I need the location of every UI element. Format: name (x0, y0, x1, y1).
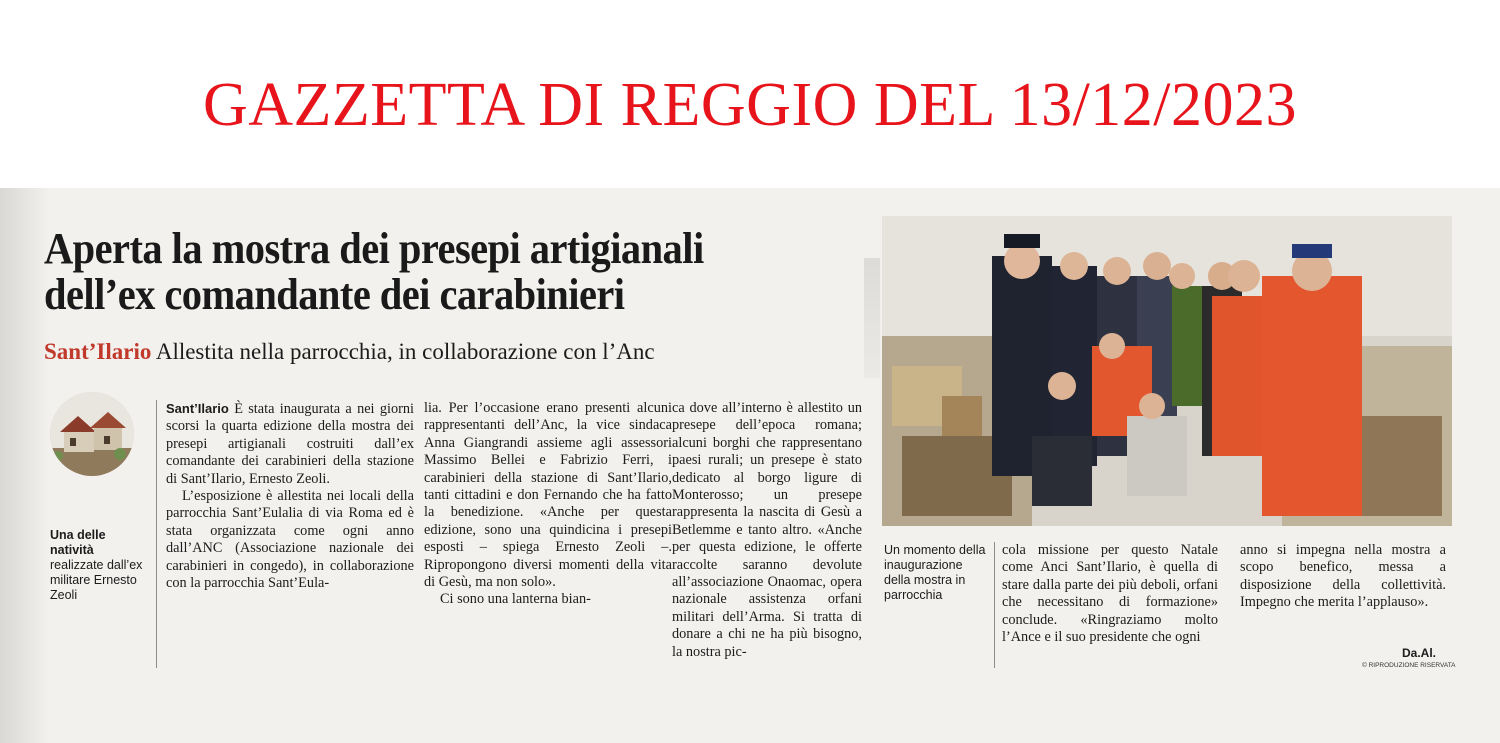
thumbnail-caption-text: realizzate dall’ex militare Ernesto Zeoli (50, 558, 143, 602)
dateline: Sant’Ilario (166, 401, 229, 416)
article-headline (44, 226, 798, 318)
photo-caption: Un momento della inaugurazione della mostra in parrocchia (884, 543, 986, 602)
article-column-2 (424, 400, 672, 609)
headline-line-2: dell’ex comandante dei carabinieri (44, 270, 625, 319)
headline-line-1: Aperta la mostra dei presepi artigianali (44, 224, 704, 273)
group-photo-image (882, 216, 1452, 526)
thumbnail-caption-bold: Una delle natività (50, 528, 106, 557)
article-column-5 (1240, 542, 1446, 612)
nativity-thumbnail (50, 392, 134, 476)
masthead-title: GAZZETTA DI REGGIO DEL 13/12/2023 (202, 71, 1298, 139)
column-2-paragraph-2: Ci sono una lanterna bian- (440, 591, 591, 608)
article-column-4 (1002, 542, 1218, 646)
subheadline-text: Allestita nella parrocchia, in collaborazione con l’Anc (155, 339, 655, 364)
author-byline: Da.Al. (1402, 646, 1437, 660)
thumbnail-caption (50, 528, 150, 603)
column-5-paragraph-1: anno si impegna nella mostra a scopo benefico, messa a disposizione della collettività. Impegno che merita l’applauso». (1240, 542, 1446, 611)
column-rule (994, 542, 995, 668)
column-1-paragraph-1: È stata inaugurata a nei giorni scorsi la quarta edizione della mostra dei presepi artigianali costruiti dall’ex comandante dei carabinieri della stazione di Sant’Ilario, Ernesto Zeoli. (166, 401, 415, 487)
event-photo (882, 216, 1452, 526)
copyright-notice: © RIPRODUZIONE RISERVATA (1362, 662, 1456, 669)
column-4-paragraph-1: cola missione per questo Natale come Anci Sant’Ilario, è quella di stare dalla parte dei più deboli, orfani che necessitano di formazione» conclude. «Ringraziamo molto l’Ance e il suo presidente che ogni (1002, 542, 1218, 646)
column-rule (156, 400, 157, 668)
article-column-3 (672, 400, 862, 661)
ghost-text-left (864, 258, 880, 378)
column-1-paragraph-2: L’esposizione è allestita nei locali della parrocchia Sant’Eulalia di via Roma ed è stata organizzata come ogni anno dall’ANC (Associazione nazionale dei carabinieri in congedo), in collaborazione con la parrocchia Sant’Eula- (166, 488, 414, 592)
article-subheadline (44, 338, 864, 366)
kicker-location: Sant’Ilario (44, 339, 152, 364)
article-column-1 (166, 400, 414, 592)
column-3-paragraph-1: ca dove all’interno è allestito un presepe dell’epoca romana; alcuni borghi che rappresentano paesi rurali; un presepe è stato dedicato al borgo ligure di Monterosso; un presepe rappresenta la nascita di Gesù a Betlemme e tanto altro. «Anche per questa edizione, le offerte raccolte saranno devolute all’associazione Onaomac, opera nazionale assistenza orfani militari dell’Arma. Si tratta di donare a chi ne ha più bisogno, la nostra pic- (672, 400, 862, 660)
page-shadow (0, 188, 50, 743)
nativity-image (50, 392, 134, 476)
column-2-paragraph-1: lia. Per l’occasione erano presenti alcuni rappresentanti dell’Anc, la vice sindaca Anna Giangrandi assieme agli assessori Massimo Bellei e Fabrizio Ferri, i carabinieri della stazione di Sant’Ilario, tanti cittadini e don Fernando che ha fatto la benedizione. «Anche per questa edizione, sono una quindicina i presepi esposti – spiega Ernesto Zeoli –. Ripropongono diversi momenti della vita di Gesù, ma non solo». (424, 400, 672, 591)
